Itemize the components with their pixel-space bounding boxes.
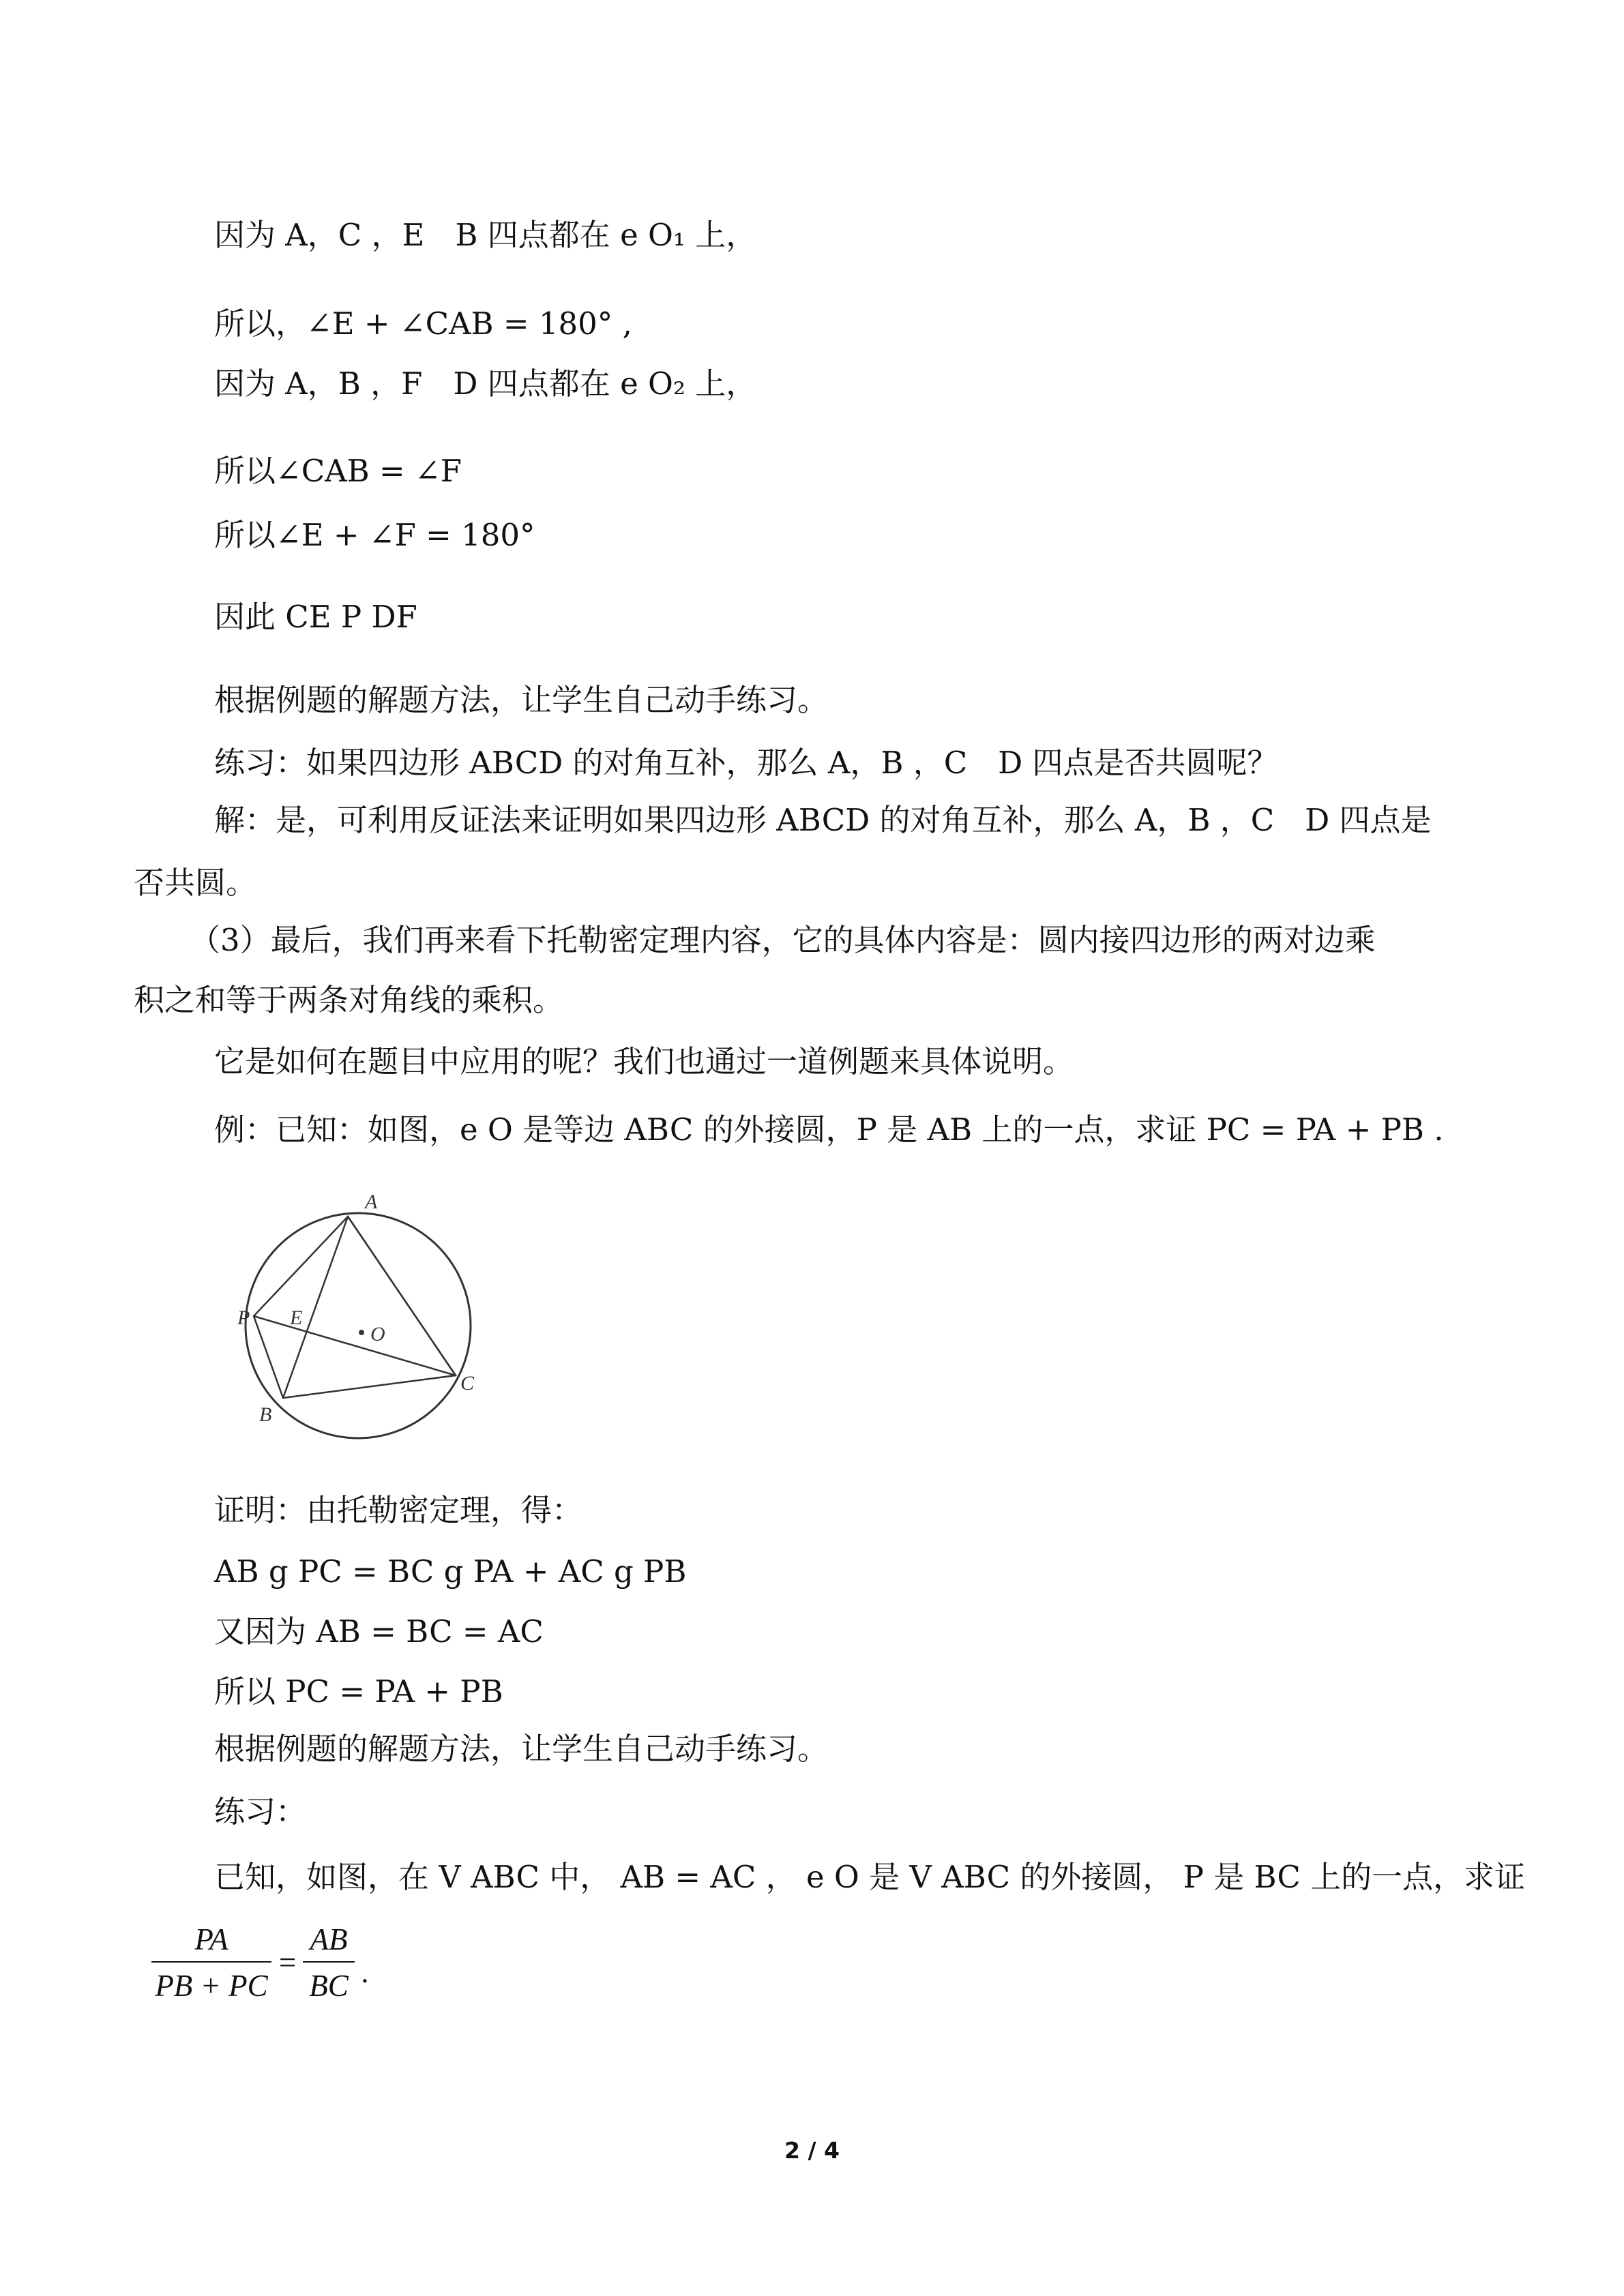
label-E: E [290,1307,303,1329]
text-line-14: 例：已知：如图，e O 是等边 ABC 的外接圆，P 是 AB 上的一点，求证 PC = PA + PB . [214,1112,1444,1148]
text-line-15: 证明：由托勒密定理，得： [214,1492,583,1528]
fraction-right-bar [303,1961,355,1963]
page-number: 2 / 4 [784,2137,840,2164]
text-line-13: 它是如何在题目中应用的呢？我们也通过一道例题来具体说明。 [214,1043,1074,1079]
fraction-right-denominator: BC [309,1969,349,2003]
fraction-equals: = [277,1945,298,1980]
text-line-20: 练习： [214,1793,307,1830]
text-line-6: 因此 CE P DF [214,599,417,635]
text-line-8: 练习：如果四边形 ABCD 的对角互补，那么 A，B ，C D 四点是否共圆呢？ [214,745,1278,781]
label-O: O [370,1323,385,1345]
center-point [359,1330,364,1335]
text-line-19: 根据例题的解题方法，让学生自己动手练习。 [214,1731,829,1767]
label-P: P [237,1307,250,1329]
fraction-left-denominator: PB + PC [155,1969,268,2003]
text-line-4: 所以∠CAB = ∠F [214,453,462,489]
text-line-3: 因为 A，B ，F D 四点都在 e O₂ 上， [214,366,757,402]
segment-PC [254,1316,456,1375]
text-line-12: 积之和等于两条对角线的乘积。 [134,982,564,1018]
fraction-left-bar [151,1961,271,1963]
label-B: B [259,1403,272,1426]
quadrilateral-PACB [254,1217,456,1398]
fraction-left-numerator: PA [194,1922,228,1956]
text-line-7: 根据例题的解题方法，让学生自己动手练习。 [214,682,829,718]
text-line-1: 因为 A，C ，E B 四点都在 e O₁ 上， [214,217,757,253]
segment-AC [348,1217,456,1375]
text-line-2: 所以，∠E + ∠CAB = 180° , [214,305,632,342]
text-line-17: 又因为 AB = BC = AC [214,1613,544,1650]
text-line-16: AB g PC = BC g PA + AC g PB [214,1553,687,1590]
text-line-18: 所以 PC = PA + PB [214,1673,503,1710]
label-C: C [460,1372,475,1395]
fraction-right-numerator: AB [310,1922,348,1956]
fraction-period: . [361,1955,370,1989]
text-line-10: 否共圆。 [134,865,257,901]
text-line-5: 所以∠E + ∠F = 180° [214,517,535,553]
text-line-11: （3）最后，我们再来看下托勒密定理内容，它的具体内容是：圆内接四边形的两对边乘 [190,922,1376,958]
label-A: A [365,1195,378,1213]
text-line-21: 已知，如图，在 V ABC 中， AB = AC ， e O 是 V ABC 的外接圆， P 是 BC 上的一点，求证 [214,1859,1526,1895]
circumcircle [246,1213,471,1438]
text-line-9: 解：是，可利用反证法来证明如果四边形 ABCD 的对角互补，那么 A，B ，C D 四点是 [214,802,1432,838]
circle-figure [225,1195,484,1454]
